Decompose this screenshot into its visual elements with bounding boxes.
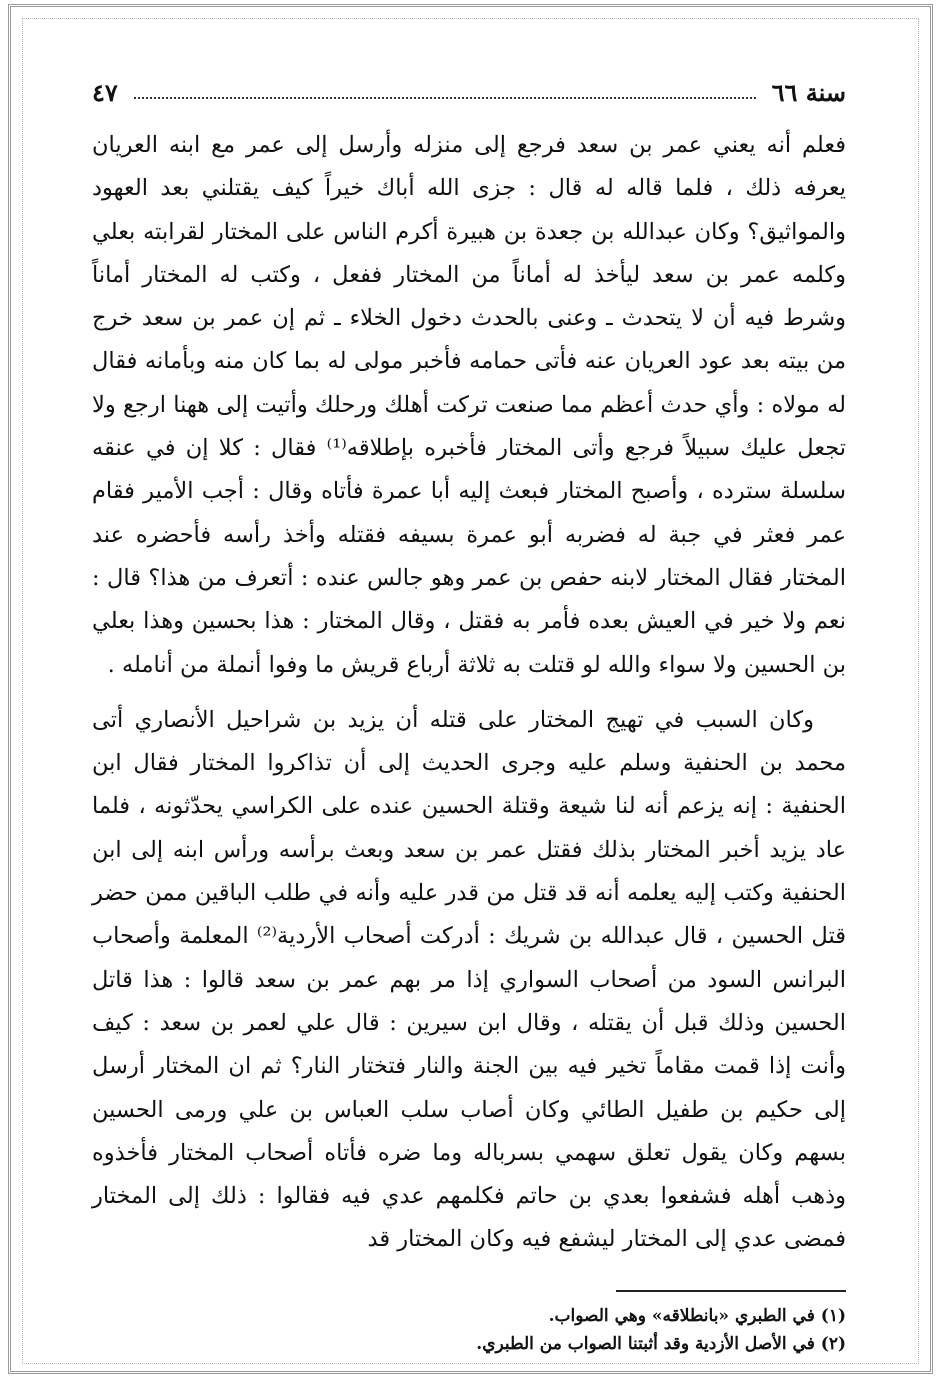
footnotes	[92, 1302, 846, 1358]
book-page	[92, 70, 847, 1354]
page-number: ٤٧	[92, 77, 118, 107]
footnote: (٢) في الأصل الأزدية وقد أثبتنا الصواب من الطبري.	[476, 1333, 846, 1354]
footnote: (١) في الطبري «بانطلاقه» وهي الصواب.	[548, 1305, 846, 1326]
header-dotted-leader	[134, 97, 756, 99]
paragraph: وكان السبب في تهيج المختار على قتله أن يزيد بن شراحيل الأنصاري أتى محمد بن الحنفية وسلم عليه وجرى الحديث إلى أن تذاكروا المختار فقال ابن الحنفية : إنه يزعم أنه لنا شيعة وقتلة الحسين عنده على الكراسي يحدّثونه ، فلما عاد يزيد أخبر المختار بذلك فقتل عمر بن سعد وبعث برأسه ورأس ابنه إلى ابن الحنفية وكتب إليه يعلمه أنه قد قتل من قدر عليه وأنه في طلب الباقين ممن حضر قتل الحسين ، قال عبدالله بن شريك : أدركت أصحاب الأردية⁽²⁾ المعلمة وأصحاب البرانس السود من أصحاب السواري إذا مر بهم عمر بن سعد قالوا : هذا قاتل الحسين وذلك قبل أن يقتله ، وقال ابن سيرين : قال علي لعمر بن سعد : كيف وأنت إذا قمت مقاماً تخير فيه بين الجنة والنار فتختار النار؟ ثم ان المختار أرسل إلى حكيم بن طفيل الطائي وكان أصاب سلب العباس بن علي ورمى الحسين بسهم وكان يقول تعلق سهمي بسرباله وما ضره فأتاه أصحاب المختار فأخذوه وذهب أهله فشفعوا بعدي بن حاتم فكلمهم عدي فيه فقالوا : ذلك إلى المختار فمضى عدي إلى المختار ليشفع فيه وكان المختار قد	[92, 706, 847, 1253]
main-text	[92, 124, 846, 1262]
paragraph: فعلم أنه يعني عمر بن سعد فرجع إلى منزله وأرسل إلى عمر مع ابنه العريان يعرفه ذلك ، فلما قاله له قال : جزى الله أباك خيراً كيف يقتلني بعد العهود والمواثيق؟ وكان عبدالله بن جعدة بن هبيرة أكرم الناس على المختار لقرابته بعلي وكلمه عمر بن سعد ليأخذ له أماناً من المختار ففعل ، وكتب له المختار أماناً وشرط فيه أن لا يتحدث ـ وعنى بالحدث دخول الخلاء ـ ثم إن عمر بن سعد خرج من بيته بعد عود العريان عنه فأتى حمامه فأخبر مولى له بما كان منه وبأمانه فقال له مولاه : وأي حدث أعظم مما صنعت تركت أهلك ورحلك وأتيت إلى ههنا ارجع ولا تجعل عليك سبيلاً فرجع وأتى المختار فأخبره بإطلاقه⁽¹⁾ فقال : كلا إن في عنقه سلسلة سترده ، وأصبح المختار فبعث إليه أبا عمرة فأتاه وقال : أجب الأمير فقام عمر فعثر في جبة له فضربه أبو عمرة بسيفه فقتله وأخذ رأسه فأحضره عند المختار فقال المختار لابنه حفص بن عمر وهو جالس عنده : أتعرف من هذا؟ قال : نعم ولا خير في العيش بعده فأمر به فقتل ، وقال المختار : هذا بحسين وهذا بعلي بن الحسين ولا سواء والله لو قتلت به ثلاثة أرباع قريش ما وفوا أنملة من أنامله .	[92, 132, 846, 678]
footnote-separator	[616, 1290, 846, 1292]
running-header	[92, 70, 846, 114]
running-title: سنة ٦٦	[771, 77, 846, 107]
